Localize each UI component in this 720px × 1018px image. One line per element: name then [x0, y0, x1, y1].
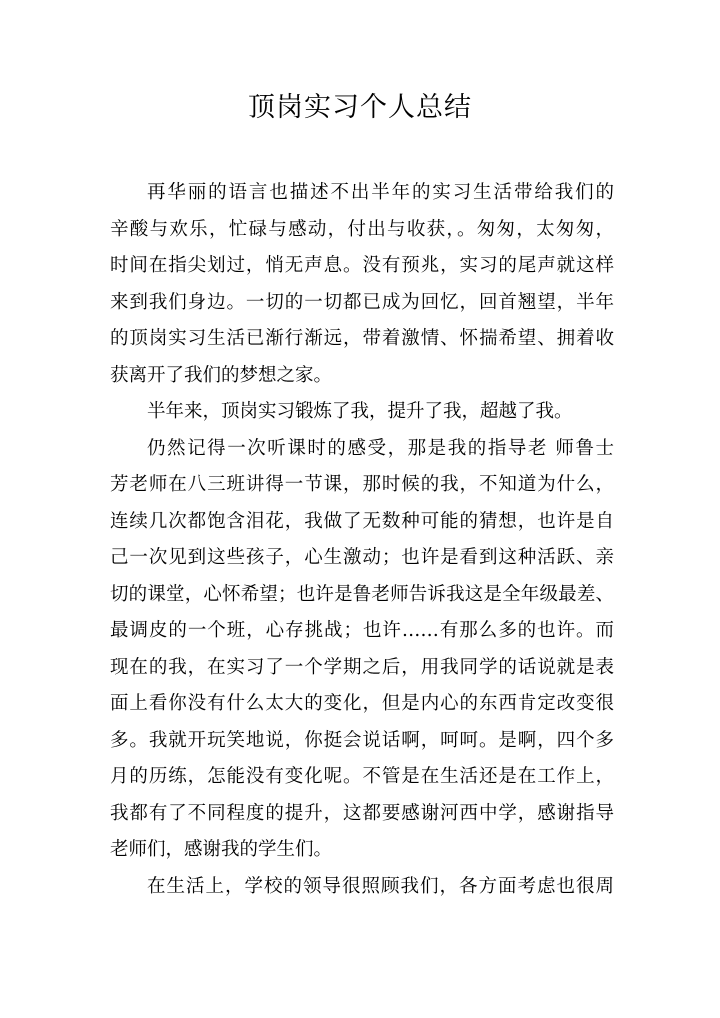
paragraph-3-line-6: 最调皮的一个班，心存挑战；也许……有那么多的也许。而	[110, 620, 614, 641]
paragraph-3-line-12: 老师们，感谢我的学生们。	[110, 839, 333, 860]
paragraph-3-line-11: 我都有了不同程度的提升，这都要感谢河西中学，感谢指导	[110, 802, 614, 824]
paragraph-1-line-1: 再华丽的语言也描述不出半年的实习生活带给我们的	[147, 182, 614, 203]
paragraph-3-line-1: 仍然记得一次听课时的感受，那是我的指导老 师鲁士	[147, 437, 614, 459]
paragraph-3-line-4: 己一次见到这些孩子，心生激动；也许是看到这种活跃、亲	[110, 547, 614, 568]
paragraph-3-line-10: 月的历练，怎能没有变化呢。不管是在生活还是在工作上，	[110, 766, 614, 787]
paragraph-3-line-3: 连续几次都饱含泪花，我做了无数种可能的猜想，也许是自	[110, 510, 614, 532]
document-body	[110, 175, 614, 905]
paragraph-1-line-3: 时间在指尖划过，悄无声息。没有预兆，实习的尾声就这样	[110, 255, 614, 276]
paragraph-1-line-5: 的顶岗实习生活已渐行渐远，带着激情、怀揣希望、拥着收	[110, 328, 614, 349]
paragraph-1-line-6: 获离开了我们的梦想之家。	[110, 364, 333, 386]
paragraph-3-line-7: 现在的我，在实习了一个学期之后，用我同学的话说就是表	[110, 656, 614, 678]
paragraph-2-line-1: 半年来，顶岗实习锻炼了我，提升了我，超越了我。	[147, 401, 573, 422]
paragraph-3-line-8: 面上看你没有什么太大的变化，但是内心的东西肯定改变很	[110, 693, 614, 714]
paragraph-3-line-9: 多。我就开玩笑地说，你挺会说话啊，呵呵。是啊，四个多	[110, 729, 614, 751]
paragraph-4-line-1: 在生活上，学校的领导很照顾我们，各方面考虑也很周	[147, 875, 614, 897]
paragraph-1-line-4: 来到我们身边。一切的一切都已成为回忆，回首翘望，半年	[110, 291, 614, 313]
document-title: 顶岗实习个人总结	[248, 92, 472, 123]
paragraph-3-line-2: 芳老师在八三班讲得一节课，那时候的我，不知道为什么，	[110, 474, 614, 495]
paragraph-1-line-2: 辛酸与欢乐，忙碌与感动，付出与收获，。匆匆，太匆匆，	[110, 218, 614, 240]
paragraph-3-line-5: 切的课堂，心怀希望；也许是鲁老师告诉我这是全年级最差、	[110, 583, 614, 605]
